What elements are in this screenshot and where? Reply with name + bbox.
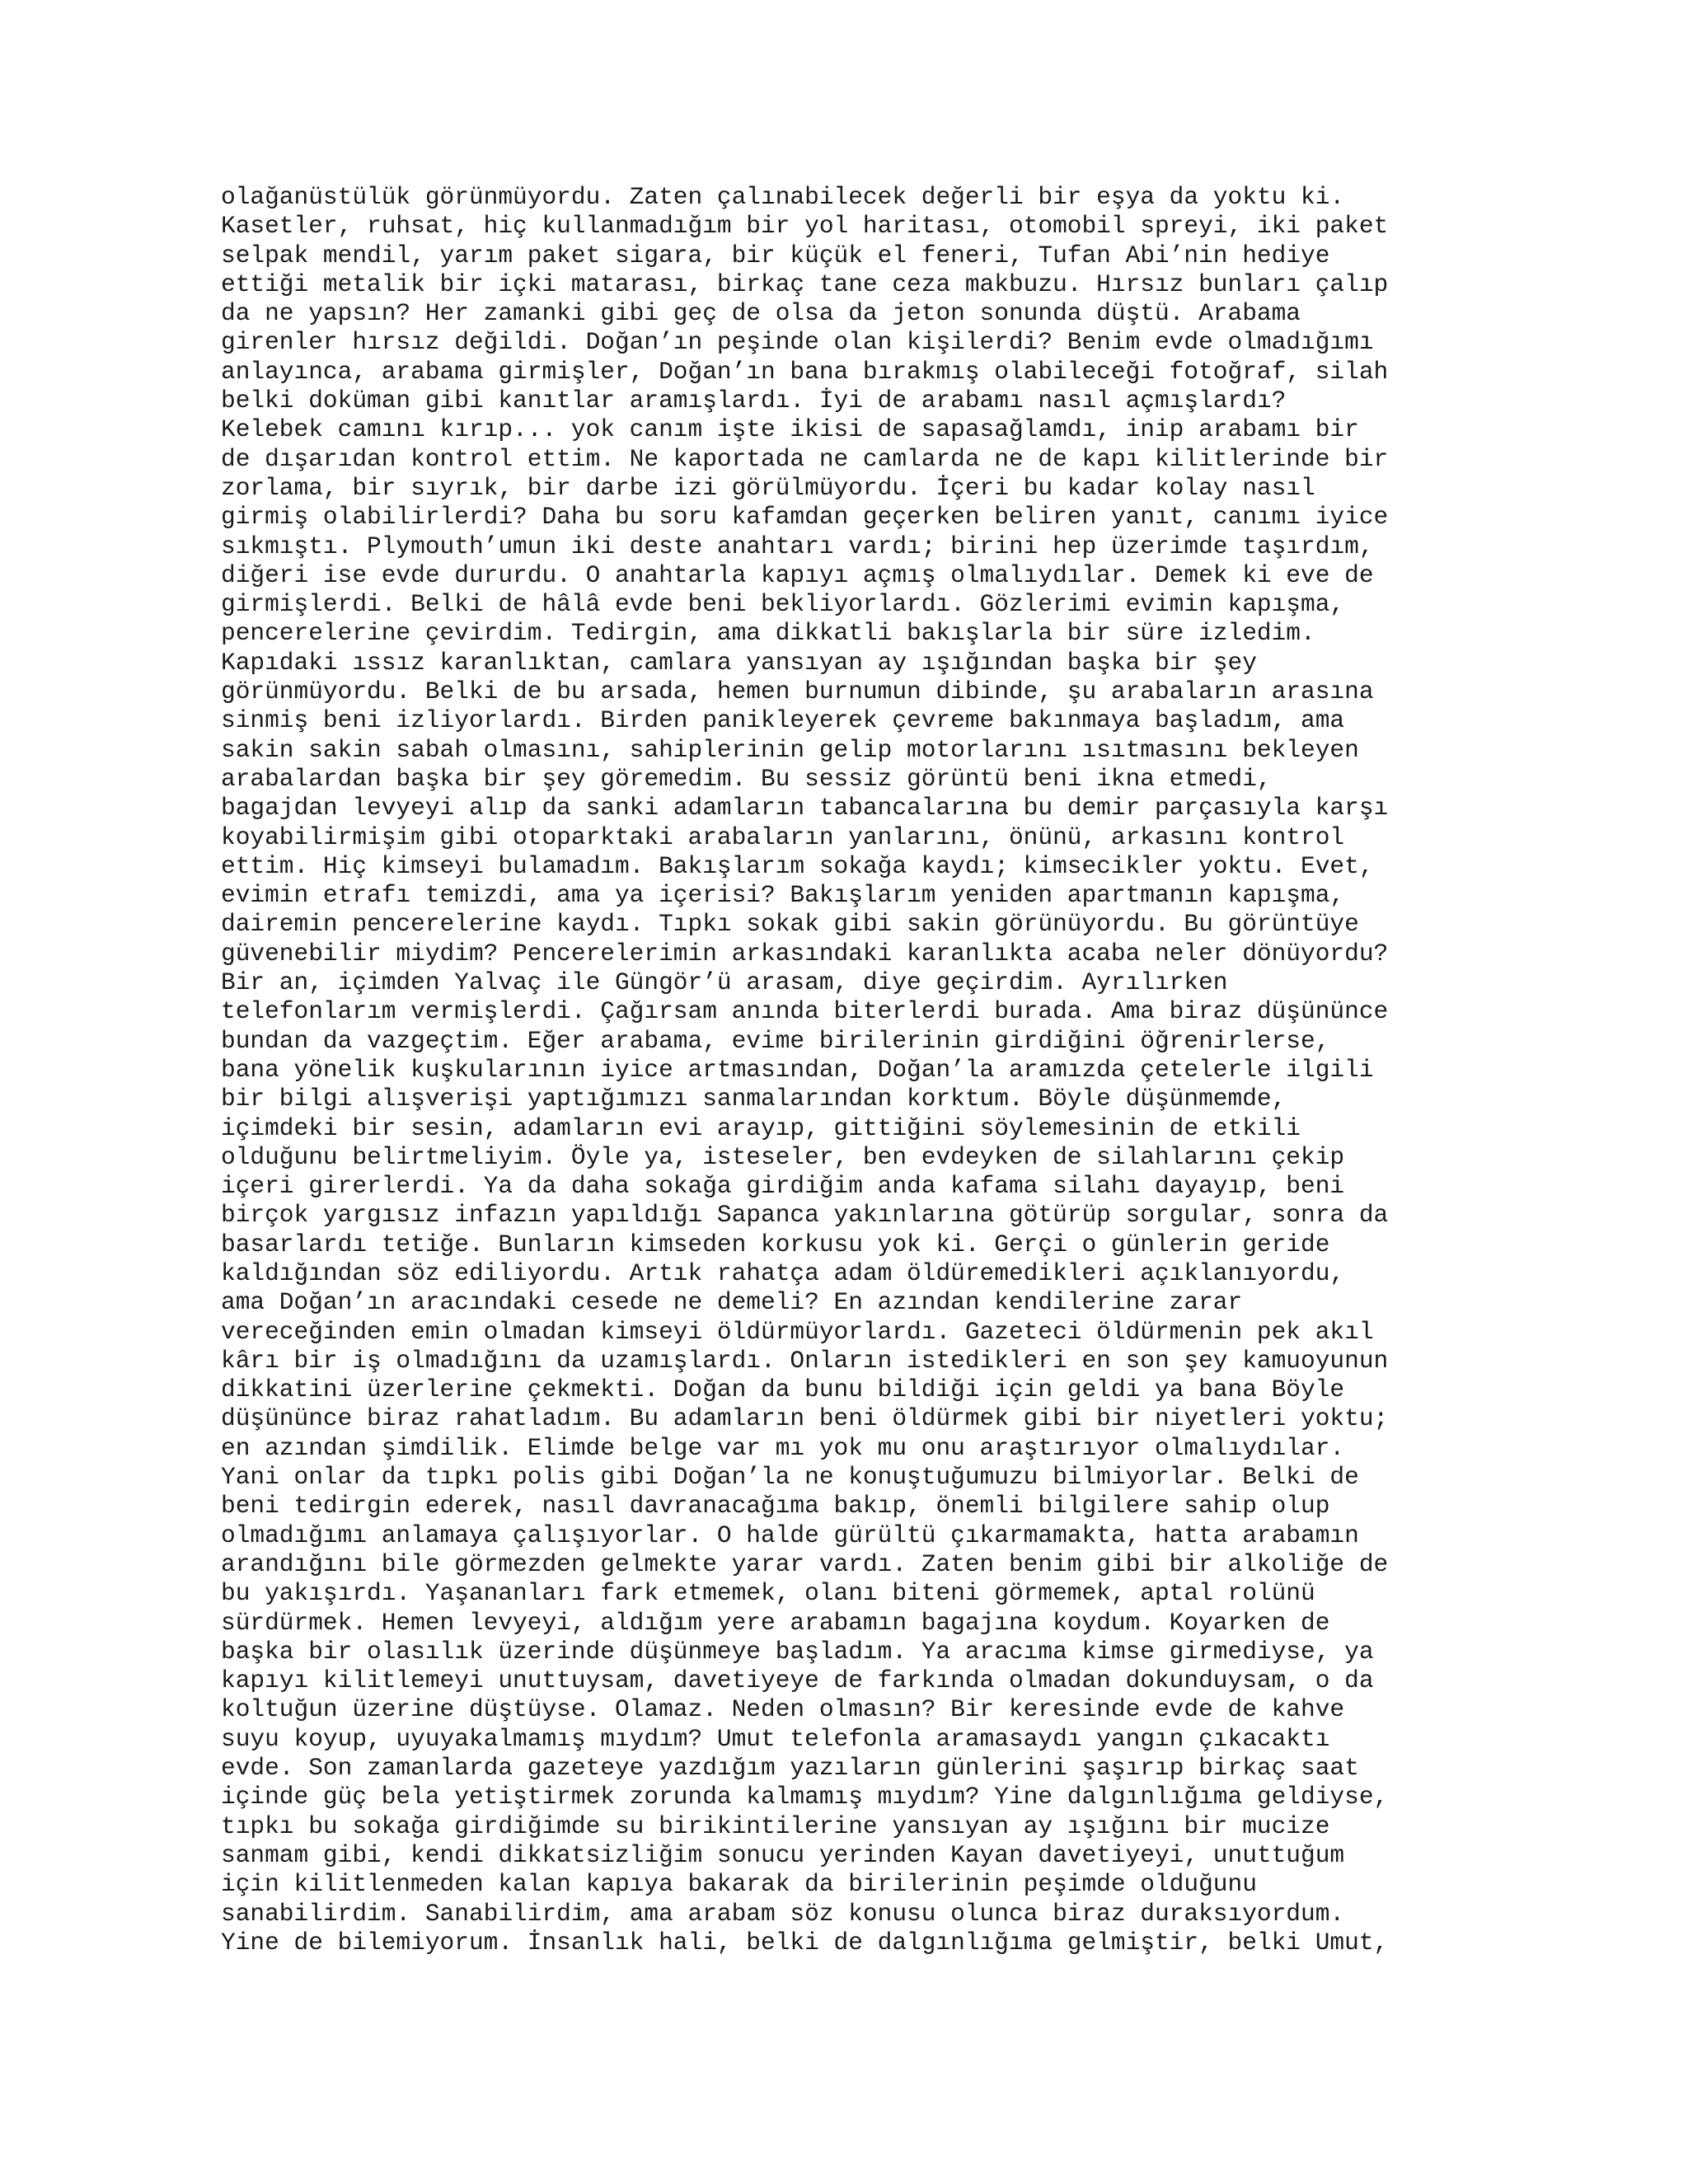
text-line: Bir an, içimden Yalvaç ile Güngör’ü arasam, diye geçirdim. Ayrılırken [221, 968, 1228, 997]
text-line: evimin etrafı temizdi, ama ya içerisi? Bakışlarım yeniden apartmanın kapışma, [221, 881, 1345, 910]
text-line: pencerelerine çevirdim. Tedirgin, ama dikkatli bakışlarla bir süre izledim. [221, 619, 1315, 648]
text-line: ettim. Hiç kimseyi bulamadım. Bakışlarım sokağa kaydı; kimsecikler yoktu. Evet, [221, 851, 1374, 880]
text-line: içinde güç bela yetiştirmek zorunda kalmamış mıydım? Yine dalgınlığıma geldiyse, [221, 1783, 1389, 1811]
text-line: sanabilirdim. Sanabilirdim, ama arabam söz konusu olunca biraz duraksıyordum. [221, 1899, 1345, 1928]
text-line: kârı bir iş olmadığını da uzamışlardı. Onların istedikleri en son şey kamuoyunun [221, 1346, 1389, 1375]
text-line: arandığını bile görmezden gelmekte yarar vardı. Zaten benim gibi bir alkoliğe de [221, 1549, 1389, 1578]
text-line: arabalardan başka bir şey göremedim. Bu sessiz görüntü beni ikna etmedi, [221, 764, 1272, 793]
text-line: belki doküman gibi kanıtlar aramışlardı. İyi de arabamı nasıl açmışlardı? [221, 387, 1287, 415]
text-line: Kelebek camını kırıp... yok canım işte ikisi de sapasağlamdı, inip arabamı bir [221, 415, 1359, 444]
text-line: başka bir olasılık üzerinde düşünmeye başladım. Ya aracıma kimse girmediyse, ya [221, 1637, 1374, 1666]
text-line: beni tedirgin ederek, nasıl davranacağıma bakıp, önemli bilgilere sahip olup [221, 1492, 1330, 1521]
text-line: girenler hırsız değildi. Doğan’ın peşinde olan kişilerdi? Benim evde olmadığımı [221, 328, 1374, 357]
text-line: basarlardı tetiğe. Bunların kimseden korkusu yok ki. Gerçi o günlerin geride [221, 1230, 1330, 1258]
text-line: vereceğinden emin olmadan kimseyi öldürmüyorlardı. Gazeteci öldürmenin pek akıl [221, 1317, 1374, 1346]
text-line: selpak mendil, yarım paket sigara, bir küçük el feneri, Tufan Abi’nin hediye [221, 241, 1330, 269]
text-line: da ne yapsın? Her zamanki gibi geç de olsa da jeton sonunda düştü. Arabama [221, 299, 1301, 328]
text-line: kapıyı kilitlemeyi unuttuysam, davetiyeye de farkında olmadan dokunduysam, o da [221, 1666, 1374, 1695]
text-line: diğeri ise evde dururdu. O anahtarla kapıyı açmış olmalıydılar. Demek ki eve de [221, 560, 1374, 589]
text-line: telefonlarım vermişlerdi. Çağırsam anında biterlerdi burada. Ama biraz düşününce [221, 997, 1389, 1026]
text-line: sürdürmek. Hemen levyeyi, aldığım yere arabamın bagajına koydum. Koyarken de [221, 1608, 1330, 1637]
text-line: anlayınca, arabama girmişler, Doğan’ın bana bırakmış olabileceği fotoğraf, silah [221, 357, 1389, 386]
text-line: sanmam gibi, kendi dikkatsizliğim sonucu yerinden Kayan davetiyeyi, unuttuğum [221, 1840, 1345, 1869]
text-line: Yani onlar da tıpkı polis gibi Doğan’la ne konuştuğumuzu bilmiyorlar. Belki de [221, 1463, 1359, 1492]
text-line: bana yönelik kuşkularının iyice artmasından, Doğan’la aramızda çetelerle ilgili [221, 1055, 1374, 1084]
text-line: olmadığımı anlamaya çalışıyorlar. O halde gürültü çıkarmamakta, hatta arabamın [221, 1521, 1359, 1549]
text-line: sinmiş beni izliyorlardı. Birden panikleyerek çevreme bakınmaya başladım, ama [221, 706, 1345, 735]
text-line: içeri girerlerdi. Ya da daha sokağa girdiğim anda kafama silahı dayayıp, beni [221, 1172, 1345, 1201]
text-line: sakin sakin sabah olmasını, sahiplerinin gelip motorlarını ısıtmasını bekleyen [221, 735, 1359, 764]
text-line: Yine de bilemiyorum. İnsanlık hali, belki de dalgınlığıma gelmiştir, belki Umut, [221, 1928, 1389, 1957]
text-line: sıkmıştı. Plymouth’umun iki deste anahtarı vardı; birini hep üzerimde taşırdım, [221, 532, 1374, 560]
text-line: koltuğun üzerine düştüyse. Olamaz. Neden olmasın? Bir keresinde evde de kahve [221, 1695, 1345, 1724]
text-line: dikkatini üzerlerine çekmekti. Doğan da bunu bildiği için geldi ya bana Böyle [221, 1376, 1345, 1404]
text-line: evde. Son zamanlarda gazeteye yazdığım yazıların günlerini şaşırıp birkaç saat [221, 1754, 1359, 1783]
text-line: için kilitlenmeden kalan kapıya bakarak da birilerinin peşimde olduğunu [221, 1870, 1257, 1899]
text-line: bundan da vazgeçtim. Eğer arabama, evime birilerinin girdiğini öğrenirlerse, [221, 1026, 1330, 1055]
text-line: koyabilirmişim gibi otoparktaki arabaların yanlarını, önünü, arkasını kontrol [221, 823, 1345, 851]
text-line: kaldığından söz ediliyordu. Artık rahatça adam öldüremedikleri açıklanıyordu, [221, 1258, 1345, 1287]
text-line: bu yakışırdı. Yaşananları fark etmemek, olanı biteni görmemek, aptal rolünü [221, 1579, 1315, 1608]
body-text [221, 183, 1474, 1957]
text-line: dairemin pencerelerine kaydı. Tıpkı sokak gibi sakin görünüyordu. Bu görüntüye [221, 910, 1359, 939]
text-line: olduğunu belirtmeliyim. Öyle ya, isteseler, ben evdeyken de silahlarını çekip [221, 1142, 1345, 1171]
text-line: tıpkı bu sokağa girdiğimde su birikintilerine yansıyan ay ışığını bir mucize [221, 1811, 1330, 1840]
text-line: en azından şimdilik. Elimde belge var mı yok mu onu araştırıyor olmalıydılar. [221, 1433, 1345, 1462]
text-line: güvenebilir miydim? Pencerelerimin arkasındaki karanlıkta acaba neler dönüyordu? [221, 939, 1389, 968]
text-line: olağanüstülük görünmüyordu. Zaten çalınabilecek değerli bir eşya da yoktu ki. [221, 183, 1345, 211]
text-line: de dışarıdan kontrol ettim. Ne kaportada ne camlarda ne de kapı kilitlerinde bir [221, 444, 1389, 473]
text-line: girmiş olabilirlerdi? Daha bu soru kafamdan geçerken beliren yanıt, canımı iyice [221, 503, 1389, 532]
text-line: bagajdan levyeyi alıp da sanki adamların tabancalarına bu demir parçasıyla karşı [221, 794, 1389, 823]
text-line: Kasetler, ruhsat, hiç kullanmadığım bir yol haritası, otomobil spreyi, iki paket [221, 212, 1389, 241]
text-line: bir bilgi alışverişi yaptığımızı sanmalarından korktum. Böyle düşünmemde, [221, 1085, 1287, 1113]
text-line: düşününce biraz rahatladım. Bu adamların beni öldürmek gibi bir niyetleri yoktu; [221, 1404, 1389, 1433]
text-line: girmişlerdi. Belki de hâlâ evde beni bekliyorlardı. Gözlerimi evimin kapışma, [221, 590, 1345, 619]
text-line: zorlama, bir sıyrık, bir darbe izi görülmüyordu. İçeri bu kadar kolay nasıl [221, 473, 1315, 502]
text-line: suyu koyup, uyuyakalmamış mıydım? Umut telefonla aramasaydı yangın çıkacaktı [221, 1724, 1330, 1753]
text-line: görünmüyordu. Belki de bu arsada, hemen burnumun dibinde, şu arabaların arasına [221, 677, 1374, 706]
text-line: ettiği metalik bir içki matarası, birkaç tane ceza makbuzu. Hırsız bunları çalıp [221, 269, 1389, 298]
text-line: içimdeki bir sesin, adamların evi arayıp, gittiğini söylemesinin de etkili [221, 1113, 1301, 1142]
text-line: Kapıdaki ıssız karanlıktan, camlara yansıyan ay ışığından başka bir şey [221, 648, 1257, 677]
text-line: birçok yargısız infazın yapıldığı Sapanca yakınlarına götürüp sorgular, sonra da [221, 1201, 1389, 1230]
text-line: ama Doğan’ın aracındaki cesede ne demeli? En azından kendilerine zarar [221, 1288, 1243, 1317]
